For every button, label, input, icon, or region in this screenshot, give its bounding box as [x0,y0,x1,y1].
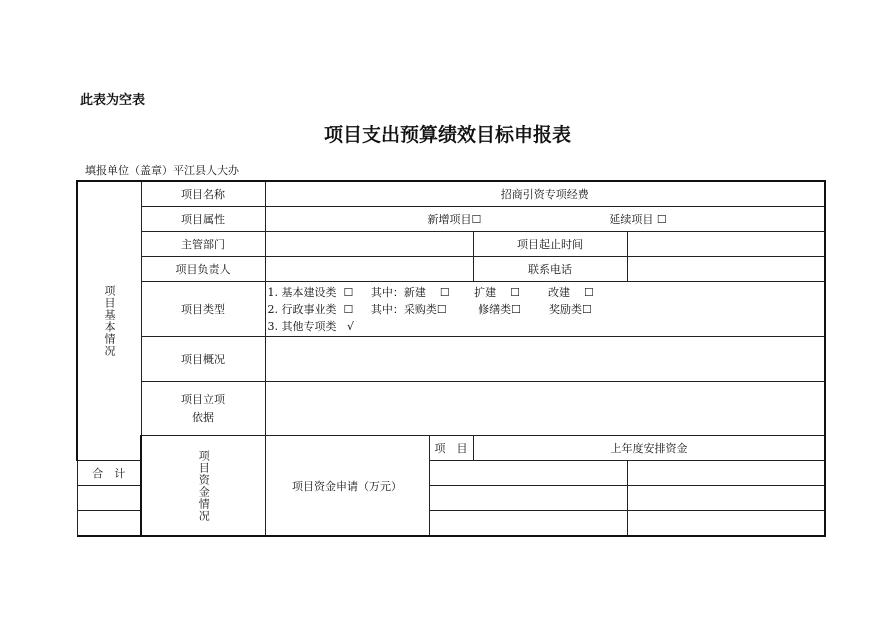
row-project-attribute [77,207,825,232]
project-overview-field[interactable] [265,337,825,382]
section-funds-info-label: 项目资金情况 [197,449,211,522]
project-basis-label [141,382,265,436]
funds-item-1-name[interactable] [77,486,141,511]
page-title: 项目支出预算绩效目标申报表 [323,124,571,146]
funds-item-1-this-year[interactable] [627,486,825,511]
funds-total-label: 合 计 [77,461,141,486]
row-department [77,232,825,257]
funds-item-1-last-year[interactable] [429,486,627,511]
contact-phone-field[interactable] [627,257,825,282]
funds-col-last-year: 上年度安排资金 [473,436,825,461]
contact-phone-label: 联系电话 [473,257,627,282]
funds-col-item: 项 目 [429,436,473,461]
project-type-options [265,282,825,337]
project-attribute-options [265,207,825,232]
project-basis-label-line1: 项目立项 [181,392,225,406]
new-project-checkbox[interactable]: 新增项目☐ [427,213,482,226]
funds-total-last-year[interactable] [429,461,627,486]
project-owner-label: 项目负责人 [141,257,265,282]
funds-total-this-year[interactable] [627,461,825,486]
row-basis [77,382,825,436]
funds-item-2-name[interactable] [77,511,141,537]
project-basis-field[interactable] [265,382,825,436]
project-name-label: 项目名称 [141,181,265,207]
row-project-name [77,181,825,207]
funds-item-2-this-year[interactable] [627,511,825,537]
project-attribute-label: 项目属性 [141,207,265,232]
row-project-type [77,282,825,337]
type-line-construction[interactable]: 1. 基本建设类 ☐ 其中：新建 ☐ 扩建 ☐ 改建 ☐ [267,285,594,299]
row-owner [77,257,825,282]
project-period-field[interactable] [627,232,825,257]
section-basic-info-label: 项目基本情况 [103,285,117,357]
row-funds-header [77,436,825,461]
section-basic-info [77,181,141,461]
project-period-label: 项目起止时间 [473,232,627,257]
funds-item-2-last-year[interactable] [429,511,627,537]
type-line-other[interactable]: 3. 其他专项类 √ [267,319,354,333]
project-overview-label: 项目概况 [141,337,265,382]
reporting-unit-label: 填报单位（盖章）平江县人大办 [85,164,239,177]
project-owner-field[interactable] [265,257,473,282]
project-type-label: 项目类型 [141,282,265,337]
type-line-administrative[interactable]: 2. 行政事业类 ☐ 其中：采购类☐ 修缮类☐ 奖励类☐ [267,302,592,316]
continuing-project-checkbox[interactable]: 延续项目 ☐ [609,213,667,226]
funds-request-label: 项目资金申请（万元） [265,436,429,537]
section-funds-info [141,436,265,537]
empty-table-note: 此表为空表 [80,93,146,108]
project-name-value[interactable]: 招商引资专项经费 [265,181,825,207]
application-form-table [76,180,826,537]
row-overview [77,337,825,382]
department-field[interactable] [265,232,473,257]
project-basis-label-line2: 依据 [192,410,214,424]
department-label: 主管部门 [141,232,265,257]
